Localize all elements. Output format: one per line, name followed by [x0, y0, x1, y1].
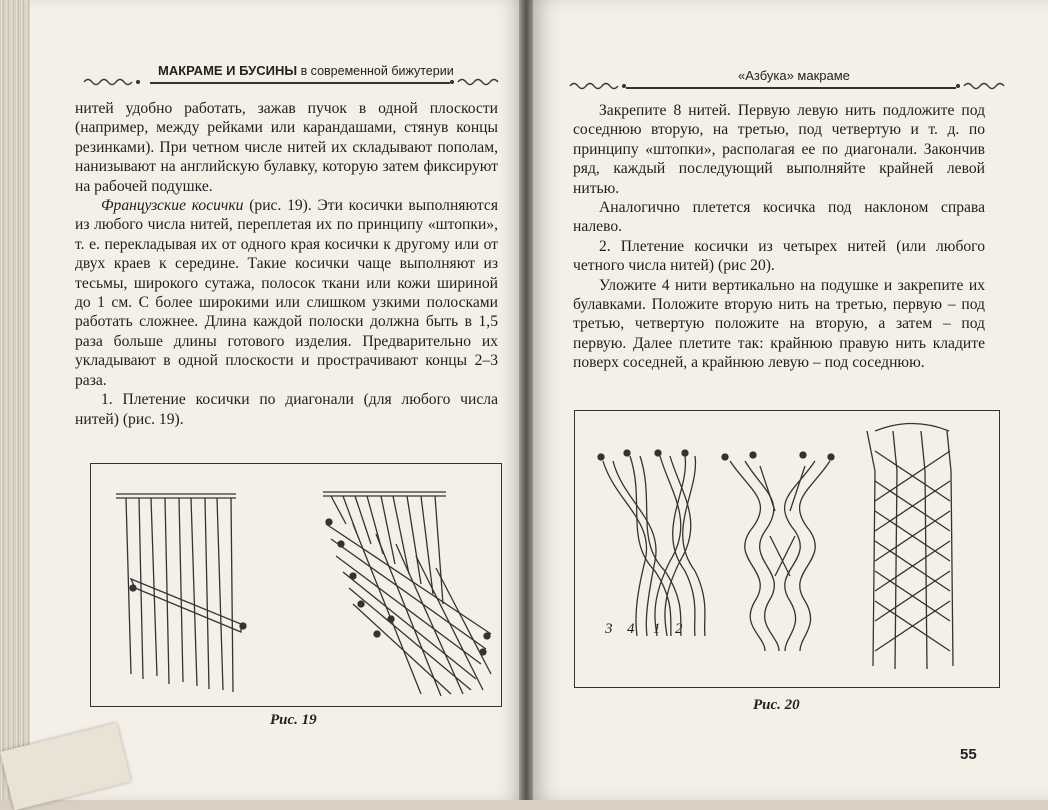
header-rule	[626, 87, 956, 89]
ornament-right-icon	[448, 76, 508, 88]
strand-label: 1	[653, 621, 661, 637]
paragraph: Аналогично плетется косичка под наклоном справа налево.	[573, 199, 985, 236]
figure-20-caption: Рис. 20	[753, 697, 800, 713]
header-rule	[150, 82, 450, 84]
italic-lead: Французские косички	[101, 197, 244, 215]
paragraph: Уложите 4 нити вертикально на подушке и закрепите их булавками. Положите вторую нить на третью, первую – под третью, четвертую положите на вторую, а затем – под первую. Далее плетите так: крайнюю правую нить кладите поверх соседней, а крайнюю левую – под соседнюю.	[573, 276, 985, 372]
right-page	[526, 0, 1048, 800]
strand-label: 2	[675, 621, 683, 637]
paragraph	[75, 196, 498, 390]
figure-20-illustration	[575, 411, 999, 687]
left-page	[30, 0, 526, 800]
left-body-text	[75, 99, 498, 429]
header-subtitle: в современной бижутерии	[297, 64, 454, 78]
right-running-header: «Азбука» макраме	[738, 68, 850, 83]
paragraph: 1. Плетение косички по диагонали (для любого числа нитей) (рис. 19).	[75, 391, 498, 428]
paragraph: нитей удобно работать, зажав пучок в одной плоскости (например, между рейками или карандашами, стянув концы резинками). При четном числе нитей их складывают пополам, нанизывают на английскую булавку, которую затем фиксируют на рабочей подушке.	[75, 100, 498, 195]
left-running-header	[158, 63, 454, 78]
figure-19-caption: Рис. 19	[270, 712, 317, 728]
ornament-right-icon	[954, 80, 1014, 92]
header-title: МАКРАМЕ И БУСИНЫ	[158, 63, 298, 78]
ornament-left-icon	[82, 76, 142, 88]
strand-label: 3	[605, 621, 613, 637]
paragraph: Закрепите 8 нитей. Первую левую нить подложите под соседнюю вторую, на третью, под четвертую и т. д. по принципу «штопки», располагая ее по диагонали. Закончив ряд, каждый последующий выполняйте крайней левой нитью.	[573, 102, 985, 197]
page-edge-stack	[0, 0, 34, 800]
figure-19-frame	[90, 463, 502, 707]
paragraph: 2. Плетение косички из четырех нитей (или любого четного числа нитей) (рис 20).	[573, 237, 985, 275]
figure-19-illustration	[91, 464, 501, 706]
strand-label: 4	[627, 621, 635, 637]
page-number-right: 55	[960, 746, 977, 763]
book-gutter	[519, 0, 533, 800]
right-body-text	[573, 101, 985, 373]
paragraph-text: (рис. 19). Эти косички выполняются из любого числа нитей, переплетая их по принципу «штопки», т. е. перекладывая их от одного края косички к другому или от двух краев к середине. Такие косички чаще выполняют из тесьмы, широкого сутажа, полосок ткани или кожи шириной до 1 см. С более широкими или слишком узкими полосками работать сложнее. Длина каждой полоски должна быть в 1,5 раза больше длины готового изделия. Предварительно их укладывают в одной плоскости и прострачивают концы 2–3 раза.	[75, 197, 498, 389]
ornament-left-icon	[568, 80, 628, 92]
figure-20-frame	[574, 410, 1000, 688]
